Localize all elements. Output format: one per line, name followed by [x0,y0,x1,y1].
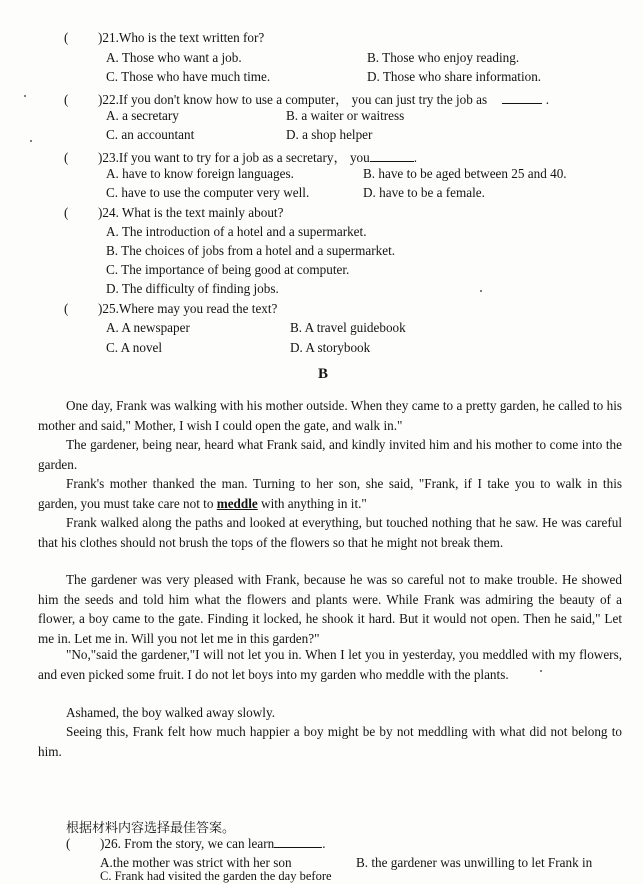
paragraph-text: Frank walked along the paths and looked at everything, but touched nothing that he saw. He was careful that his clothes should not brush the tops of the flowers so that he might not break them. [38,515,622,550]
story-paragraph-8 [38,722,622,761]
answer-paren: ( [64,205,69,220]
answer-paren: ( [64,150,69,165]
paragraph-text: The gardener was very pleased with Frank, because he was so careful not to make trouble. He showed him the seeds and told him what the flowers and plants were. While Frank was admiring the beauty of a flower, a boy came to the gate. Finding it locked, he shook it hard. But it would not open. Then he said," Let me in. Let me in. Will you not let me in this garden?" [38,572,622,646]
option-b: B. the gardener was unwilling to let Frank in [356,855,593,870]
scan-speck [540,670,542,672]
scan-speck [24,95,26,97]
answer-paren: ( [66,836,71,851]
option-a: A. The introduction of a hotel and a supermarket. [106,224,367,239]
option-d: D. have to be a female. [363,185,485,200]
paragraph-text: Seeing this, Frank felt how much happier a boy might be by not meddling with what did not belong to him. [38,724,622,759]
question-text: )25.Where may you read the text? [98,301,278,316]
answer-blank [274,837,322,848]
option-b: B. The choices of jobs from a hotel and a supermarket. [106,243,396,258]
option-c: C. Frank had visited the garden the day before [100,869,332,883]
option-b: B. A travel guidebook [290,320,406,335]
story-paragraph-5 [38,570,622,648]
question-25 [64,301,277,317]
story-paragraph-7 [38,703,622,723]
answer-blank [370,151,414,162]
paragraph-text: One day, Frank was walking with his mother outside. When they came to a pretty garden, he called to his mother and said," Mother, I wish I could open the gate, and walk in." [38,398,622,433]
question-26: ( )26. From the story, we can learn . [66,836,326,851]
paragraph-text: Ashamed, the boy walked away slowly. [66,705,275,720]
question-23: ( )23.If you want to try for a job as a secretary， you . [64,150,418,165]
question-text: )23.If you want to try for a job as a secretary， you [98,150,370,165]
option-d: D. The difficulty of finding jobs. [106,281,279,296]
story-paragraph-1 [38,396,622,435]
option-a: A. A newspaper [106,320,190,335]
option-d: D. a shop helper [286,127,373,142]
keyword-meddle: meddle [216,495,258,511]
paragraph-text: Frank's mother thanked the man. Turning to her son, she said, "Frank, if I take you to walk in this garden, you must take care not to [38,476,622,511]
option-b: B. a waiter or waitress [286,108,405,123]
story-paragraph-6 [38,645,622,684]
option-c: C. Those who have much time. [106,69,271,84]
question-text: )26. From the story, we can learn [100,836,275,851]
answer-paren: ( [64,30,69,45]
question-text: )21.Who is the text written for? [98,30,265,45]
option-b: B. have to be aged between 25 and 40. [363,166,567,181]
option-a: A.the mother was strict with her son [100,855,292,870]
scan-speck [30,140,32,142]
option-c: C. an accountant [106,127,195,142]
question-22: ( )22.If you don't know how to use a computer， you can just try the job as . [64,92,550,107]
section-heading: B [318,366,329,382]
question-24 [64,205,283,221]
paragraph-text: The gardener, being near, heard what Frank said, and kindly invited him and his mother to come into the garden. [38,437,622,472]
option-a: A. have to know foreign languages. [106,166,294,181]
option-d: D. Those who share information. [367,69,542,84]
paragraph-text: with anything in it." [257,495,367,511]
question-text: )22.If you don't know how to use a computer， you can just try the job as [98,92,488,107]
option-a: A. a secretary [106,108,179,123]
option-d: D. A storybook [290,340,371,355]
option-b: B. Those who enjoy reading. [367,50,520,65]
story-paragraph-4 [38,513,622,552]
option-c: C. The importance of being good at computer. [106,262,350,277]
answer-blank [502,93,542,104]
answer-paren: ( [64,92,69,107]
option-c: C. have to use the computer very well. [106,185,310,200]
question-text: )24. What is the text mainly about? [98,205,284,220]
question-21 [64,30,264,46]
instruction-chinese: 根据材料内容选择最佳答案。 [66,820,236,835]
answer-paren: ( [64,301,69,316]
story-paragraph-2 [38,435,622,474]
option-c: C. A novel [106,340,163,355]
option-a: A. Those who want a job. [106,50,242,65]
story-paragraph-3 [38,474,622,513]
scan-speck [480,290,482,292]
paragraph-text: "No,"said the gardener,"I will not let you in. When I let you in yesterday, you meddled with my flowers, and even picked some fruit. I do not let boys into my garden who meddle with the plants. [38,647,622,682]
